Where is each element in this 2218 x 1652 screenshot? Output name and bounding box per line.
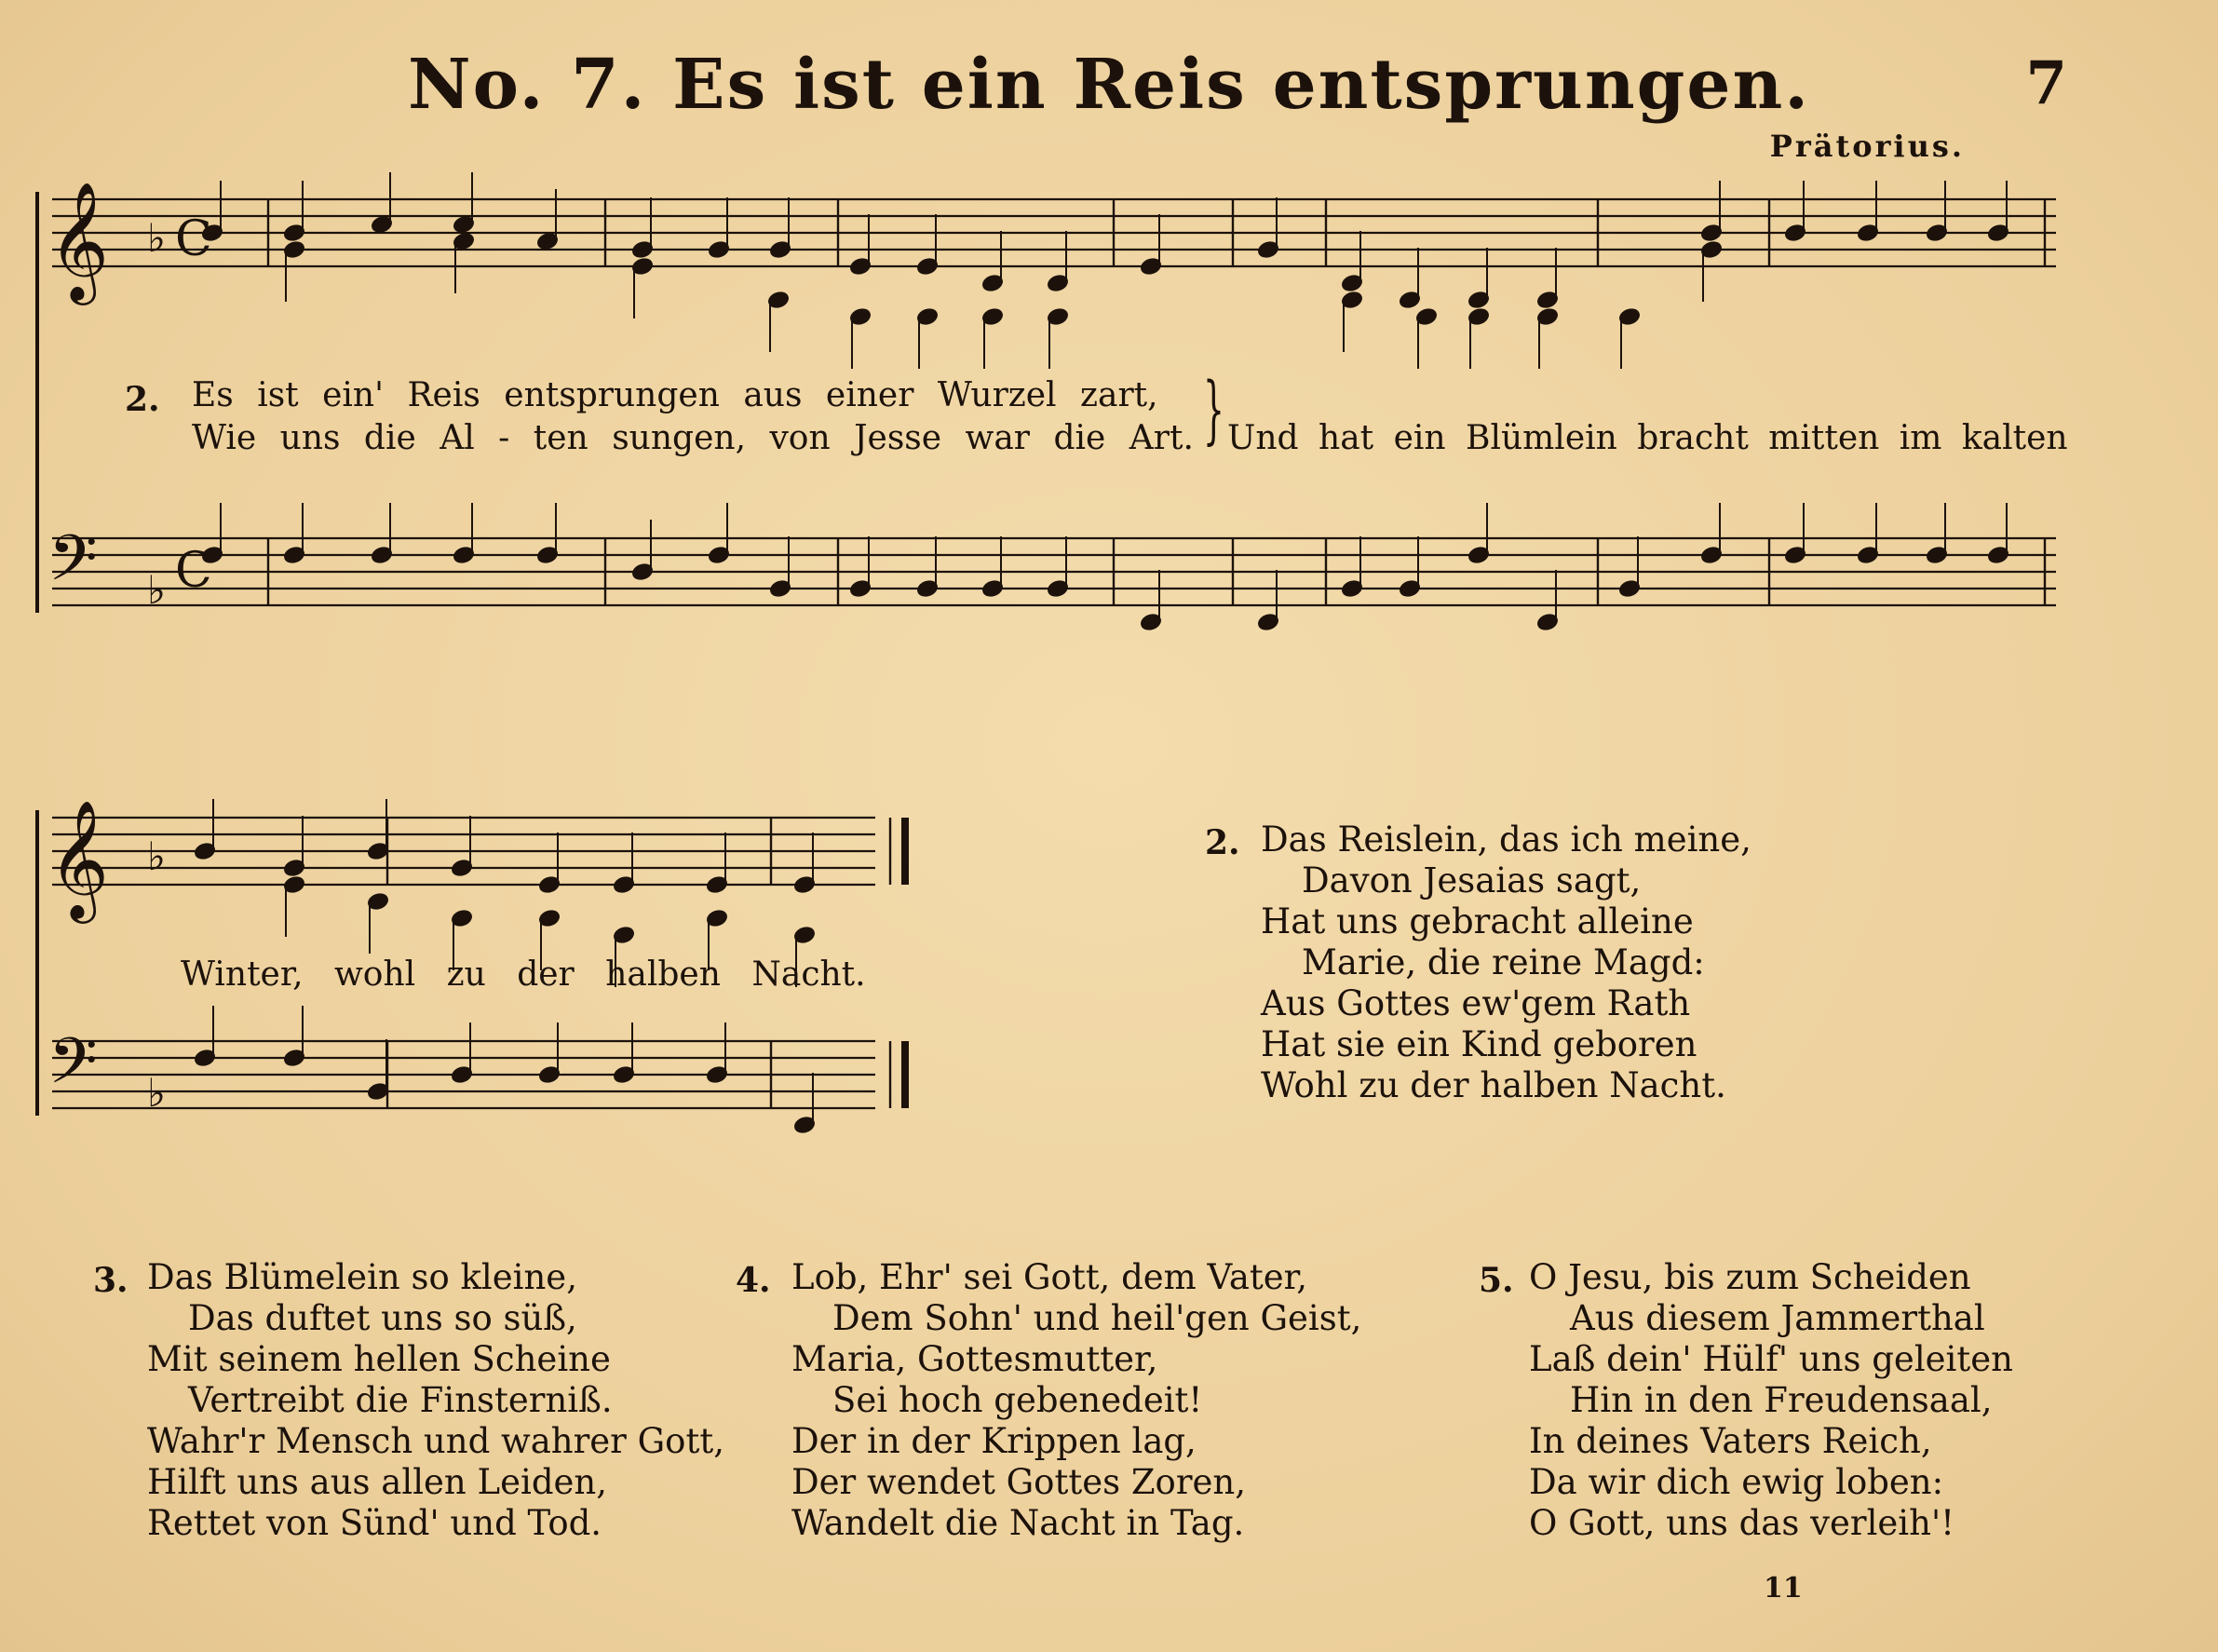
treble-clef-icon: 𝄞 [48, 799, 110, 918]
stanza2-line: Aus Gottes ew'gem Rath [1261, 983, 1691, 1023]
stanza4-line: Lob, Ehr' sei Gott, dem Vater, [791, 1257, 1308, 1297]
stanza5-number: 5. [1479, 1261, 1514, 1300]
stanza4-line: Maria, Gottesmutter, [791, 1339, 1158, 1379]
stanza4-line: Dem Sohn' und heil'gen Geist, [832, 1298, 1362, 1338]
flat-icon: ♭ [147, 215, 166, 261]
bass-clef-icon: 𝄢 [48, 522, 98, 611]
stanza4-line: Der wendet Gottes Zoren, [791, 1462, 1246, 1502]
stanza4-number: 4. [736, 1261, 771, 1300]
hymn-title: No. 7. Es ist ein Reis entsprungen. [407, 45, 1811, 125]
footer-number: 11 [1764, 1572, 1803, 1605]
stanza2-line: Hat uns gebracht alleine [1261, 901, 1694, 941]
system1-lyric-line2: Wie uns die Al - ten sungen, von Jesse war die Art. [192, 419, 1194, 457]
stanza3-line: Das Blümelein so kleine, [147, 1257, 577, 1297]
common-time-icon: C [175, 543, 212, 599]
system1-lyric-line3: Und hat ein Blümlein bracht mitten im kalten [1227, 419, 2068, 457]
stanza2 [1261, 819, 1751, 1106]
composer: Prätorius. [1769, 129, 1965, 164]
stanza3-line: Wahr'r Mensch und wahrer Gott, [147, 1421, 724, 1461]
stanza5-line: In deines Vaters Reich, [1529, 1421, 1932, 1461]
system2-lyric: Winter, wohl zu der halben Nacht. [181, 955, 866, 994]
stanza5-line: Hin in den Freudensaal, [1570, 1380, 1993, 1420]
stanza2-line: Marie, die reine Magd: [1302, 942, 1705, 982]
stanza4-line: Sei hoch gebenedeit! [832, 1380, 1203, 1420]
stanza5-line: O Jesu, bis zum Scheiden [1529, 1257, 1971, 1297]
flat-icon: ♭ [147, 1070, 166, 1116]
flat-icon: ♭ [147, 567, 166, 613]
stanza5-line: Laß dein' Hülf' uns geleiten [1529, 1339, 2013, 1379]
stanza5-line: O Gott, uns das verleih'! [1529, 1503, 1955, 1543]
stanza3-line: Rettet von Sünd' und Tod. [147, 1503, 602, 1543]
stanza5-line: Da wir dich ewig loben: [1529, 1462, 1944, 1502]
stanza3-number: 3. [93, 1261, 128, 1300]
stanza4-line: Der in der Krippen lag, [791, 1421, 1197, 1461]
treble-clef-icon: 𝄞 [48, 181, 110, 300]
stanza3 [147, 1257, 724, 1544]
stanza3-line: Mit seinem hellen Scheine [147, 1339, 611, 1379]
stanza5 [1529, 1257, 2013, 1544]
flat-icon: ♭ [147, 833, 166, 879]
stanza2-line: Wohl zu der halben Nacht. [1261, 1065, 1726, 1105]
page-number: 7 [2025, 48, 2067, 118]
stanza2-number: 2. [1205, 823, 1240, 862]
stanza3-line: Vertreibt die Finsterniß. [188, 1380, 613, 1420]
system1-lyric-line1: Es ist ein' Reis entsprungen aus einer Wurzel zart, [192, 376, 1158, 414]
stanza3-line: Das duftet uns so süß, [188, 1298, 577, 1338]
stanza4 [791, 1257, 1361, 1544]
stanza4-line: Wandelt die Nacht in Tag. [791, 1503, 1245, 1543]
lyric-brace: } [1202, 366, 1224, 453]
stanza3-line: Hilft uns aus allen Leiden, [147, 1462, 607, 1502]
common-time-icon: C [175, 211, 212, 267]
stanza2-line: Das Reislein, das ich meine, [1261, 819, 1751, 860]
system1-verse-number: 2. [125, 380, 160, 419]
bass-clef-icon: 𝄢 [48, 1025, 98, 1114]
stanza2-line: Davon Jesaias sagt, [1302, 860, 1642, 900]
stanza2-line: Hat sie ein Kind geboren [1261, 1024, 1697, 1064]
stanza5-line: Aus diesem Jammerthal [1570, 1298, 1985, 1338]
